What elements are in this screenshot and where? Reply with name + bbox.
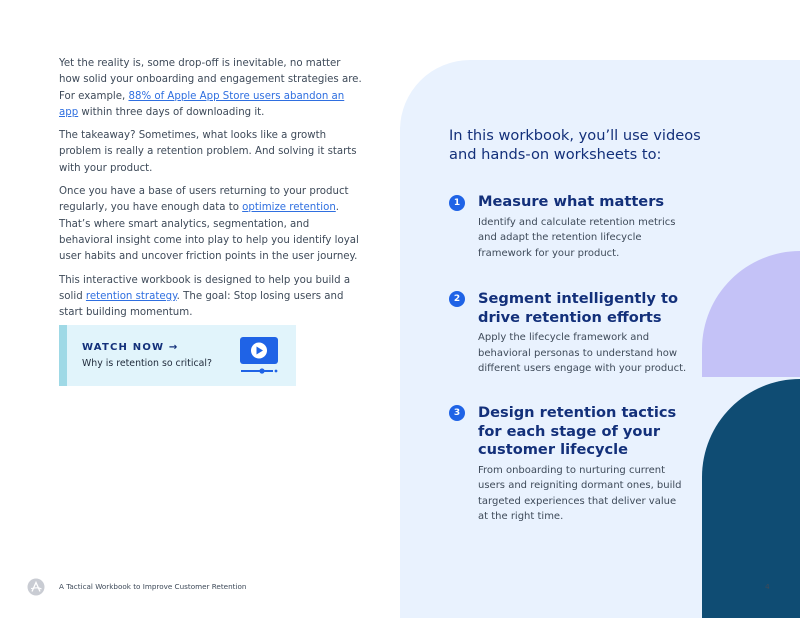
- apple-store-stat-link[interactable]: 88% of Apple App Store users abandon an app: [59, 90, 345, 118]
- watch-now-label: WATCH NOW →: [82, 342, 179, 353]
- brand-logo-icon: [27, 578, 45, 600]
- paragraph-4: This interactive workbook is designed to help you build a solid retention strategy. The goal: Stop losing users and start building momentum.: [59, 274, 351, 319]
- page-number: 4: [765, 582, 770, 591]
- step-number-badge: 3: [449, 405, 465, 421]
- step-number-badge: 1: [449, 195, 465, 211]
- step-item-2: [449, 290, 689, 377]
- body-text-column: [59, 56, 364, 328]
- step-item-1: [449, 193, 689, 261]
- step-title: Measure what matters: [478, 193, 665, 210]
- optimize-retention-link[interactable]: optimize retention: [242, 202, 336, 214]
- step-title: Design retention tactics for each stage of your customer lifecycle: [478, 404, 677, 458]
- step-item-3: [449, 404, 689, 525]
- watch-now-subtitle: Why is retention so critical?: [82, 358, 212, 369]
- workbook-intro: In this workbook, you’ll use videos and hands-on worksheets to:: [449, 127, 701, 163]
- step-title: Segment intelligently to drive retention efforts: [478, 290, 678, 326]
- paragraph-1: Yet the reality is, some drop-off is inevitable, no matter how solid your onboarding and engagement strategies are. For example, 88% of Apple App Store users abandon an app within three days of downloading it.: [59, 58, 362, 118]
- step-description: Identify and calculate retention metrics and adapt the retention lifecycle framework for your product.: [478, 216, 676, 259]
- watch-card-accent-bar: [59, 325, 67, 386]
- step-description: Apply the lifecycle framework and behavioral personas to understand how different users engage with your product.: [478, 332, 687, 374]
- paragraph-3: Once you have a base of users returning to your product regularly, you have enough data to optimize retention. That’s where smart analytics, segmentation, and behavioral insight come into play to help you identify loyal user habits and uncover friction points in the user journey.: [59, 186, 359, 263]
- retention-strategy-link[interactable]: retention strategy: [85, 290, 177, 302]
- video-play-icon[interactable]: [239, 336, 279, 380]
- paragraph-2: The takeaway? Sometimes, what looks like a growth problem is really a retention problem. And solving it starts with your product.: [59, 130, 357, 174]
- step-description: From onboarding to nurturing current users and reigniting dormant ones, build targeted experiences that deliver value at the right time.: [478, 464, 682, 522]
- step-number-badge: 2: [449, 291, 465, 307]
- watch-now-card[interactable]: [59, 325, 296, 386]
- footer-title: A Tactical Workbook to Improve Customer Retention: [59, 582, 247, 591]
